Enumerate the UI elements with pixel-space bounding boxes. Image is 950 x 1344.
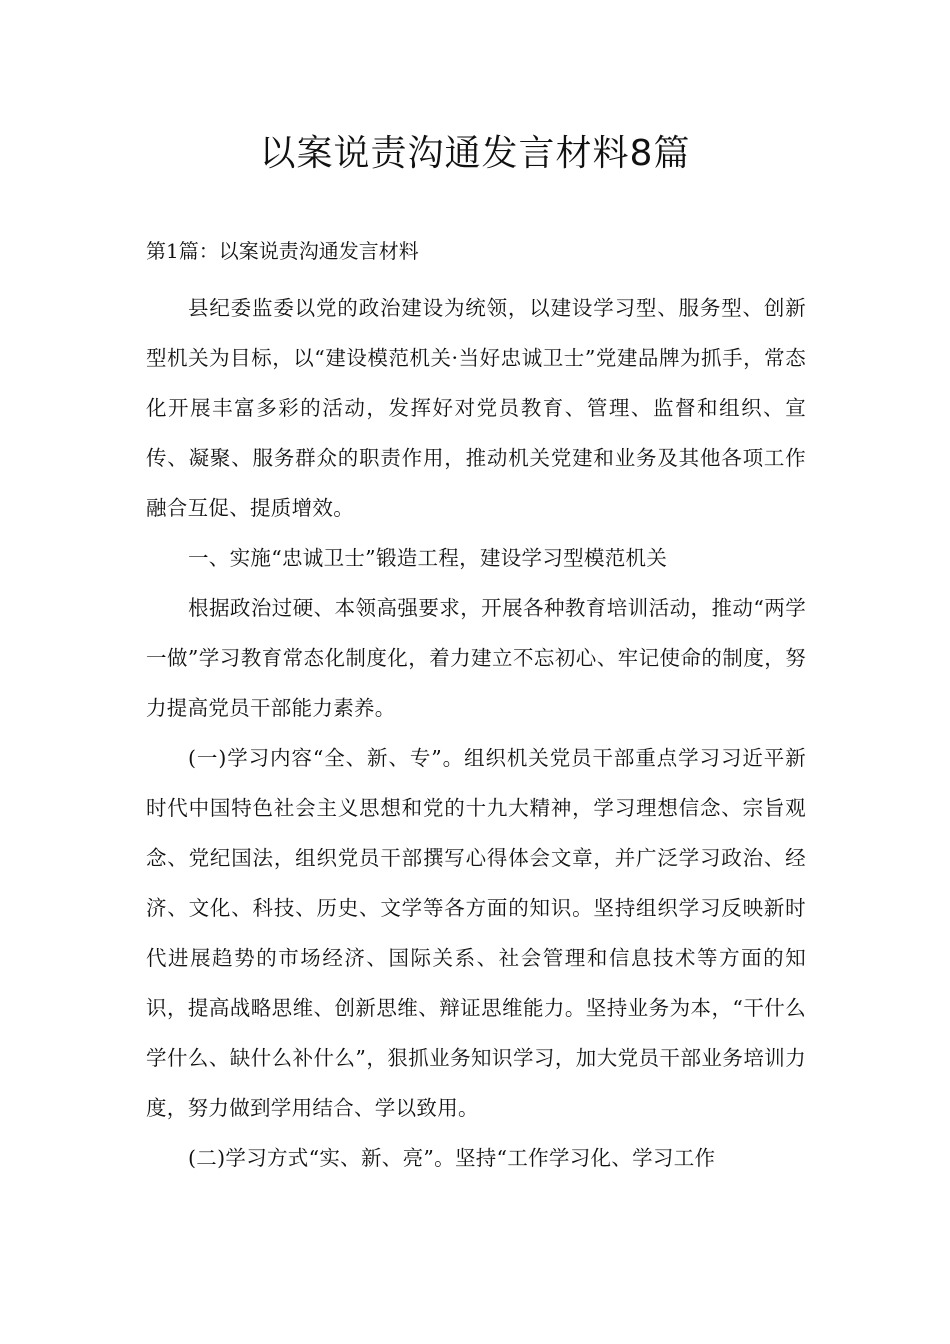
paragraph-study-method: (二)学习方式“实、新、亮”。坚持“工作学习化、学习工作 xyxy=(188,1146,716,1170)
paragraph-heading-1: 一、实施“忠诚卫士”锻造工程，建设学习型模范机关 xyxy=(188,546,668,570)
document-body xyxy=(146,283,806,1183)
paragraph-requirements: 根据政治过硬、本领高强要求，开展各种教育培训活动，推动“两学一做”学习教育常态化制度化，着力建立不忘初心、牢记使命的制度，努力提高党员干部能力素养。 xyxy=(146,596,806,720)
paragraph-study-content: (一)学习内容“全、新、专”。组织机关党员干部重点学习习近平新时代中国特色社会主义思想和党的十九大精神，学习理想信念、宗旨观念、党纪国法，组织党员干部撰写心得体会文章，并广泛学习政治、经济、文化、科技、历史、文学等各方面的知识。坚持组织学习反映新时代进展趋势的市场经济、国际关系、社会管理和信息技术等方面的知识，提高战略思维、创新思维、辩证思维能力。坚持业务为本，“干什么学什么、缺什么补什么”，狠抓业务知识学习，加大党员干部业务培训力度，努力做到学用结合、学以致用。 xyxy=(146,746,806,1120)
section-heading: 第1篇：以案说责沟通发言材料 xyxy=(146,239,419,263)
document-title: 以案说责沟通发言材料8篇 xyxy=(259,133,691,174)
paragraph-intro: 县纪委监委以党的政治建设为统领，以建设学习型、服务型、创新型机关为目标，以“建设模范机关·当好忠诚卫士”党建品牌为抓手，常态化开展丰富多彩的活动，发挥好对党员教育、管理、监督和组织、宣传、凝聚、服务群众的职责作用，推动机关党建和业务及其他各项工作融合互促、提质增效。 xyxy=(146,296,806,520)
